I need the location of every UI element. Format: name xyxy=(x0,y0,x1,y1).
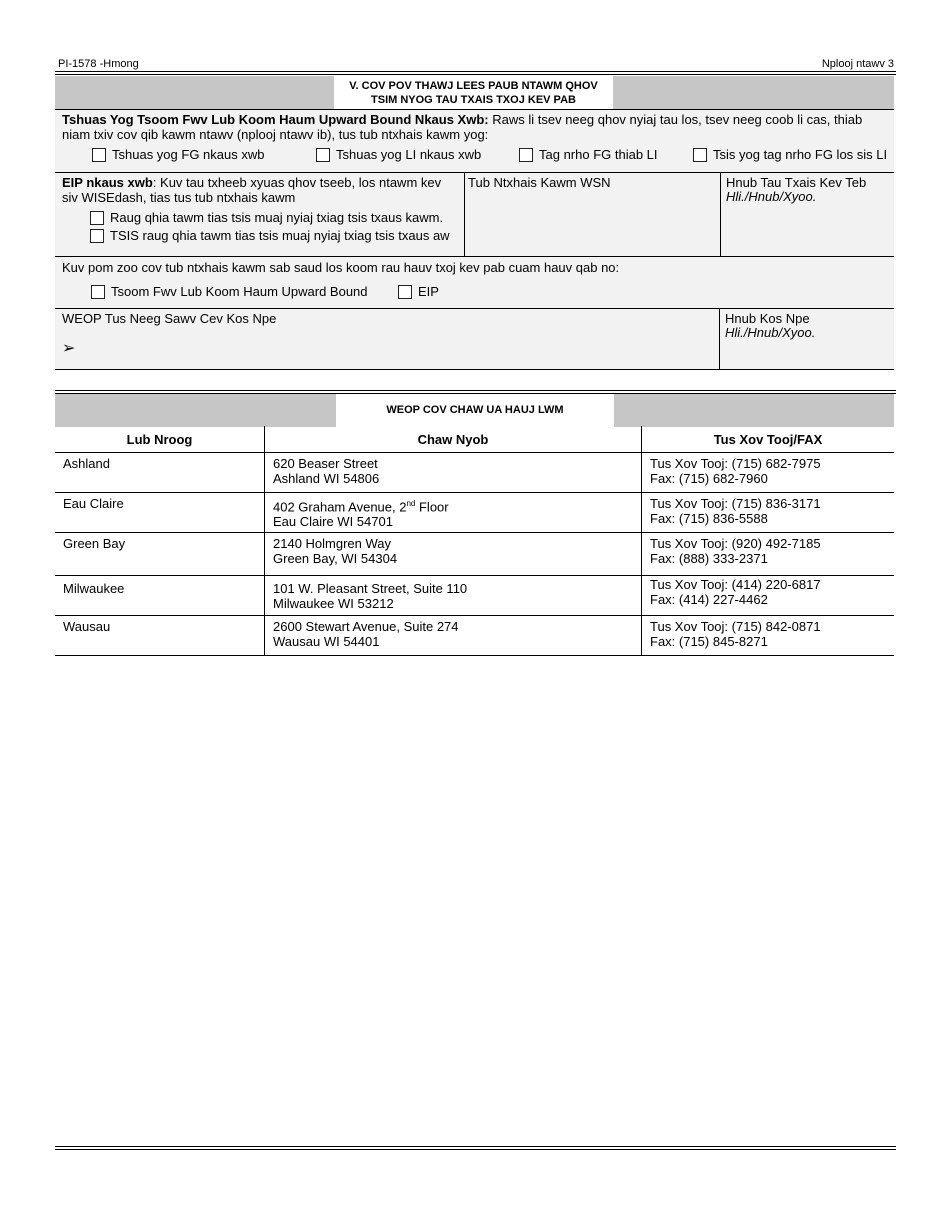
eip-label: EIP nkaus xwb: Kuv tau txheeb xyuas qhov tseeb, los ntawm kev siv WISEdash, tias tus tub ntxhais kawm xyxy=(62,175,442,205)
signature-field[interactable] xyxy=(85,330,713,366)
offices-title: WEOP COV CHAW UA HAUJ LWM xyxy=(336,394,614,427)
phone-cell: Tus Xov Tooj: (414) 220-6817 Fax: (414) 227-4462 xyxy=(642,576,895,616)
eligibility-label: Tshuas Yog Tsoom Fwv Lub Koom Haum Upward Bound Nkaus Xwb: Raws li tsev neeg qhov nyiaj tau los, tsev neeg coob li cas, thiab niam txiv cov qib kawm ntawv (nplooj ntawv ib), tus tub ntxhais kawm yog: xyxy=(62,112,863,142)
page-number: Nplooj ntawv 3 xyxy=(821,58,894,70)
city-cell: Eau Claire xyxy=(55,493,265,533)
offices-table xyxy=(55,426,894,656)
address-cell: 101 W. Pleasant Street, Suite 110 Milwaukee WI 53212 xyxy=(265,576,642,616)
recommend-text: Kuv pom zoo cov tub ntxhais kawm sab saud los koom rau hauv txoj kev pab cuam hauv qab no: xyxy=(62,260,620,275)
table-row xyxy=(55,453,894,493)
phone-cell: Tus Xov Tooj: (715) 682-7975 Fax: (715) 682-7960 xyxy=(642,453,895,493)
phone-cell: Tus Xov Tooj: (715) 842-0871 Fax: (715) 845-8271 xyxy=(642,616,895,656)
signature-date-label: Hnub Kos Npe xyxy=(725,311,810,326)
checkbox[interactable] xyxy=(398,285,412,299)
table-header-row xyxy=(55,426,894,453)
column-header-address: Chaw Nyob xyxy=(265,426,642,453)
table-row xyxy=(55,576,894,616)
address-cell: 402 Graham Avenue, 2nd Floor Eau Claire WI 54701 xyxy=(265,493,642,533)
form-id: PI-1578 -Hmong xyxy=(58,58,139,70)
signature-date-format: Hli./Hnub/Xyoo. xyxy=(725,325,816,340)
checkbox[interactable] xyxy=(91,285,105,299)
checkbox[interactable] xyxy=(519,148,533,162)
table-row xyxy=(55,616,894,656)
eip-option-low-income[interactable]: Raug qhia tawm tias tsis muaj nyiaj txiag tsis txaus kawm. xyxy=(90,210,443,225)
city-cell: Green Bay xyxy=(55,533,265,576)
option-fg-and-li[interactable]: Tag nrho FG thiab LI xyxy=(519,147,658,162)
table-row xyxy=(55,533,894,576)
city-cell: Milwaukee xyxy=(55,576,265,616)
city-cell: Wausau xyxy=(55,616,265,656)
checkbox[interactable] xyxy=(90,229,104,243)
wsn-field[interactable] xyxy=(465,190,719,254)
option-li-only[interactable]: Tshuas yog LI nkaus xwb xyxy=(316,147,481,162)
wsn-field-label: Tub Ntxhais Kawm WSN xyxy=(468,175,611,190)
arrow-icon: ➢ xyxy=(62,340,76,357)
footer-rule xyxy=(55,1146,896,1150)
table-row xyxy=(55,493,894,533)
header-rule xyxy=(55,71,896,75)
column-header-phone: Tus Xov Tooj/FAX xyxy=(642,426,895,453)
city-cell: Ashland xyxy=(55,453,265,493)
column-header-city: Lub Nroog xyxy=(55,426,265,453)
checkbox[interactable] xyxy=(316,148,330,162)
phone-cell: Tus Xov Tooj: (920) 492-7185 Fax: (888) 333-2371 xyxy=(642,533,895,576)
option-eip[interactable]: EIP xyxy=(398,284,439,299)
response-date-format: Hli./Hnub/Xyoo. xyxy=(726,189,817,204)
address-cell: 2140 Holmgren Way Green Bay, WI 54304 xyxy=(265,533,642,576)
address-cell: 2600 Stewart Avenue, Suite 274 Wausau WI 54401 xyxy=(265,616,642,656)
response-date-label: Hnub Tau Txais Kev Teb xyxy=(726,175,867,190)
address-cell: 620 Beaser Street Ashland WI 54806 xyxy=(265,453,642,493)
checkbox[interactable] xyxy=(90,211,104,225)
signature-label: WEOP Tus Neeg Sawv Cev Kos Npe xyxy=(62,311,277,326)
eip-option-not-low-income[interactable]: TSIS raug qhia tawm tias tsis muaj nyiaj txiag tsis txaus aw xyxy=(90,228,450,243)
option-neither[interactable]: Tsis yog tag nrho FG los sis LI xyxy=(693,147,887,162)
option-upward-bound[interactable]: Tsoom Fwv Lub Koom Haum Upward Bound xyxy=(91,284,368,299)
checkbox[interactable] xyxy=(693,148,707,162)
phone-cell: Tus Xov Tooj: (715) 836-3171 Fax: (715) 836-5588 xyxy=(642,493,895,533)
section-title: V. COV POV THAWJ LEES PAUB NTAWM QHOV TSIM NYOG TAU TXAIS TXOJ KEV PAB xyxy=(334,76,613,109)
checkbox[interactable] xyxy=(92,148,106,162)
option-fg-only[interactable]: Tshuas yog FG nkaus xwb xyxy=(92,147,264,162)
